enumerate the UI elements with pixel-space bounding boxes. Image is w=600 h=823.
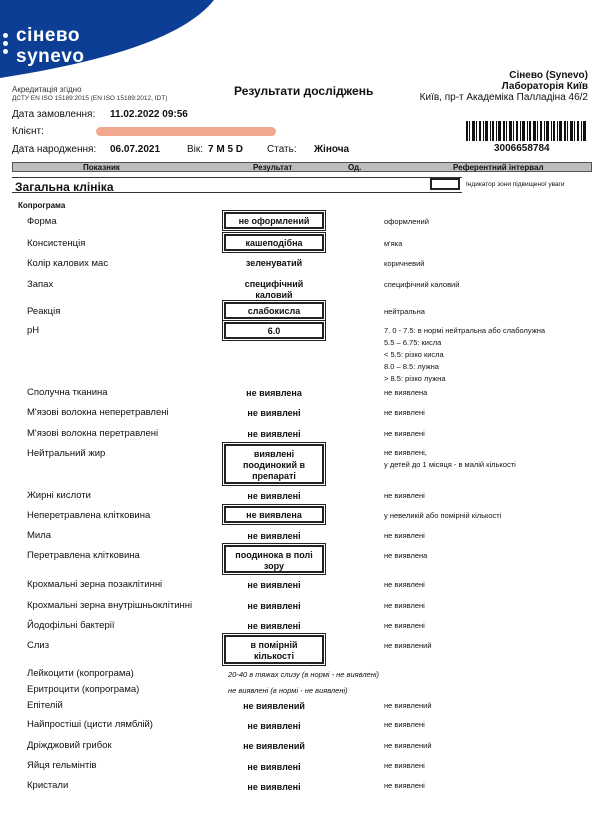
row-result-box	[224, 635, 324, 664]
row-result: не виявлені	[247, 782, 301, 792]
lab-branch: Лабораторія Київ	[501, 81, 588, 92]
row-name: Йодофільні бактерії	[27, 620, 115, 631]
row-result: не виявлені	[247, 580, 301, 590]
lab-name: Сінево (Synevo)	[509, 70, 588, 81]
row-ref: не виявлена	[384, 551, 428, 560]
sex-value: Жіноча	[314, 144, 350, 155]
row-name: Слиз	[27, 640, 50, 651]
header-indicator: Показник	[83, 163, 120, 172]
header-reference: Референтний інтервал	[453, 163, 544, 172]
row-name: Жирні кислоти	[27, 490, 91, 501]
row-name: Неперетравлена клітковина	[27, 510, 151, 521]
sex-label: Стать:	[267, 144, 297, 155]
row-name: Крохмальні зерна внутрішньоклітинні	[27, 600, 193, 611]
row-ref: не виявлені	[384, 580, 425, 589]
section-title: Загальна клініка	[12, 177, 462, 193]
barcode-image	[466, 121, 586, 141]
row-result-line: препараті	[252, 471, 296, 481]
row-name: Сполучна тканина	[27, 387, 108, 398]
row-result: не виявлені	[247, 408, 301, 418]
row-name: Консистенція	[27, 238, 86, 249]
age-value: 7 М 5 D	[208, 144, 244, 155]
row-name: Перетравлена клітковина	[27, 550, 140, 561]
row-name: М'язові волокна неперетравлені	[27, 407, 169, 418]
row-ref: не виявлені	[384, 429, 425, 438]
row-ref-line2: у детей до 1 місяця - в малій кількості	[384, 460, 516, 469]
row-name: М'язові волокна перетравлені	[27, 428, 159, 439]
row-name: Запах	[27, 279, 54, 290]
attention-indicator-box	[430, 178, 460, 190]
row-ref: не виявлені	[384, 781, 425, 790]
row-result: не виявлені	[247, 429, 301, 439]
row-ref: нейтральна	[384, 307, 425, 316]
row-ref: не виявлена	[384, 388, 428, 397]
row-name: Мила	[27, 530, 52, 541]
row-name: Лейкоцити (копрограма)	[27, 668, 134, 679]
accreditation-line2: ДСТУ EN ISO 15189:2015 (EN ISO 15189:2012, IDT)	[12, 95, 168, 102]
row-name: Кристали	[27, 780, 69, 791]
barcode-number: 3006658784	[494, 143, 550, 154]
accreditation-line1: Акредитація згідно	[12, 85, 82, 94]
row-inline-result: 20-40 в тяжах слизу (в нормі - не виявлені)	[228, 670, 380, 679]
row-ref: не виявлені	[384, 408, 425, 417]
header-unit: Од.	[348, 163, 362, 172]
row-result: не виявлені	[247, 721, 301, 731]
row-name: Реакція	[27, 306, 61, 317]
row-ref: не виявлений	[384, 641, 432, 650]
row-ref: у невеликій або помірній кількості	[384, 511, 502, 520]
row-result: не виявлені	[247, 531, 301, 541]
row-result-line: зору	[263, 561, 285, 571]
row-result-line: поодинокий в	[242, 460, 306, 470]
row-result: слабокисла	[224, 302, 324, 319]
subsection-title: Копрограма	[18, 201, 66, 210]
row-result: не виявлена	[224, 506, 324, 523]
row-result: не виявлені	[247, 491, 301, 501]
row-result: зеленуватий	[245, 258, 303, 268]
row-result: не виявлені	[247, 621, 301, 631]
row-ref: не виявлені	[384, 720, 425, 729]
row-result-line: кількості	[254, 651, 294, 661]
row-name: Колір калових мас	[27, 258, 109, 269]
row-result-box	[224, 545, 324, 573]
attention-legend: Індикатор зони підвищеної уваги	[466, 181, 565, 188]
row-ref-line: > 8.5: різко лужна	[384, 374, 446, 383]
row-ref-line: < 5.5: різко кисла	[384, 350, 444, 359]
lab-address: Київ, пр-т Академіка Палладіна 46/2	[419, 92, 588, 103]
row-name: Крохмальні зерна позаклітинні	[27, 579, 163, 590]
row-name: Найпростіші (цисти лямблій)	[27, 719, 153, 730]
row-result-line: в помірній	[250, 640, 298, 650]
row-result: не виявлені	[247, 762, 301, 772]
row-ref: специфічний каловий	[384, 280, 460, 289]
brand-logo-latin: synevo	[16, 46, 85, 67]
row-ref: м'яка	[384, 239, 403, 248]
row-result: 6.0	[224, 322, 324, 339]
row-ref: оформлений	[384, 217, 429, 226]
order-date-label: Дата замовлення:	[12, 109, 96, 120]
age-label: Вік:	[187, 144, 204, 155]
page-title: Результати досліджень	[234, 84, 374, 98]
row-ref: не виявлений	[384, 741, 432, 750]
row-name: Нейтральний жир	[27, 448, 106, 459]
row-result: не виявлений	[243, 741, 305, 751]
row-ref: не виявлені	[384, 621, 425, 630]
redaction-scribble	[96, 127, 276, 136]
birth-date-value: 06.07.2021	[110, 144, 161, 155]
row-result: не виявлені	[247, 601, 301, 611]
row-name: Епітелій	[27, 700, 63, 711]
row-result: кашеподібна	[224, 234, 324, 251]
row-result-line1: специфічний	[244, 279, 304, 289]
row-ref-line1: не виявлені,	[384, 448, 427, 457]
row-result-line2: каловий	[255, 290, 293, 300]
row-ref-line: 8.0 – 8.5: лужна	[384, 362, 439, 371]
row-result-line: виявлені	[253, 449, 295, 459]
row-result: не виявлений	[243, 701, 305, 711]
row-name: pH	[27, 325, 40, 336]
row-result-box	[224, 444, 324, 484]
brand-logo-cyrillic: сінево	[16, 25, 80, 46]
client-label: Клієнт:	[12, 126, 44, 137]
row-name: Форма	[27, 216, 57, 227]
row-name: Еритроцити (копрограма)	[27, 684, 140, 695]
order-date-value: 11.02.2022 09:56	[110, 109, 188, 120]
row-ref: не виявлені	[384, 531, 425, 540]
row-result-line: поодинока в полі	[235, 550, 313, 560]
row-name: Яйця гельмінтів	[27, 760, 97, 771]
row-ref: не виявлені	[384, 601, 425, 610]
row-ref-line: 5.5 – 6.75: кисла	[384, 338, 442, 347]
row-result: не виявлена	[246, 388, 302, 398]
row-ref: коричневий	[384, 259, 425, 268]
header-result: Результат	[253, 163, 293, 172]
row-result: не оформлений	[224, 212, 324, 229]
table-header	[12, 162, 592, 172]
birth-date-label: Дата народження:	[12, 144, 97, 155]
logo-dots-icon	[3, 33, 8, 57]
row-ref: не виявлений	[384, 701, 432, 710]
row-ref-line: 7. 0 - 7.5: в нормі нейтральна або слаболужна	[384, 326, 546, 335]
row-inline-result: не виявлені (в нормі - не виявлені)	[228, 686, 348, 695]
row-ref: не виявлені	[384, 491, 425, 500]
row-ref: не виявлені	[384, 761, 425, 770]
row-name: Дріжджовий грибок	[27, 740, 112, 751]
